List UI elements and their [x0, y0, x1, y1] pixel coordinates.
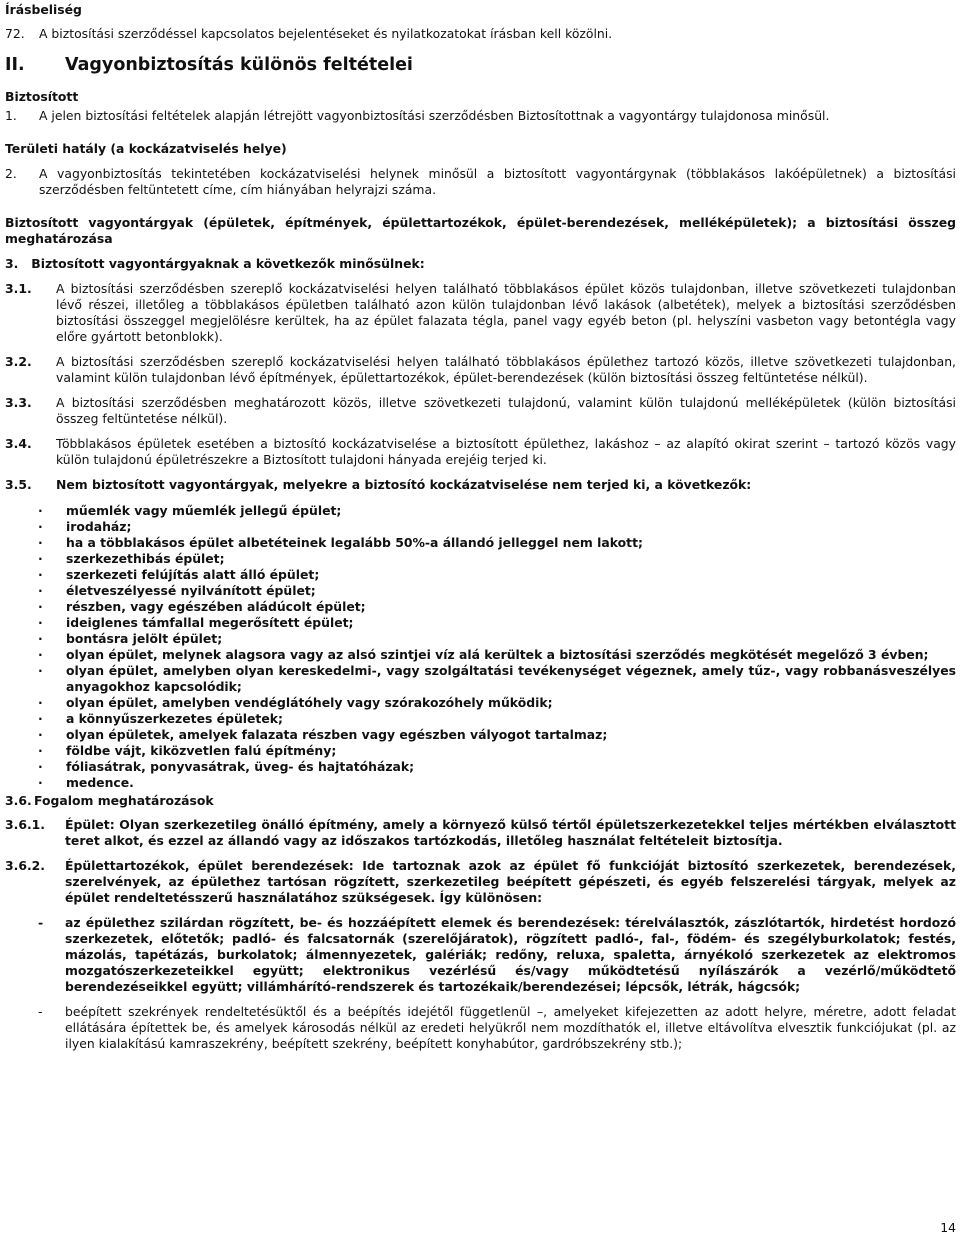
paragraph-text: A jelen biztosítási feltételek alapján létrejött vagyonbiztosítási szerződésben Biztosítottnak a vagyontárgy tulajdonosa minősül.	[39, 108, 830, 123]
dash-item-text: az épülethez szilárdan rögzített, be- és hozzáépített elemek és berendezések: térelválasztók, zászlótartók, hirdetést hordozó szerkezetek, előtetők; padló- és falcsatornák (szerelőjáratok), rögzített padló-, fal-, födém- és szegélyburkolatok; festés, mázolás, tapétázás, burkolatok; álmennyezetek, galériák; redőny, reluxa, spaletta, árnyékoló szerkezetek az elektromos mozgatószerkezeteikkel együtt; elektronikus vezérlésű és/vagy működtetésű nyílászárók a vezérlő/működtető berendezéseikkel együtt; villámhárító-rendszerek és tartozékaik/berendezései; lépcsők, létrák, hágcsók;	[65, 915, 956, 994]
paragraph-text: A biztosítási szerződésben szereplő kockázatviselési helyen található többlakásos épülethez tartozó közös, illetve szövetkezeti tulajdonban, valamint külön tulajdonban lévő építmények, épülettartozékok, épület-berendezések (külön biztosítási összeg feltüntetése nélkül).	[56, 354, 956, 385]
paragraph-number: 2.	[5, 166, 17, 181]
paragraph-3-3	[5, 395, 956, 427]
excluded-item-text: szerkezethibás épület;	[66, 551, 225, 566]
section-heading-biztositott: Biztosított	[5, 89, 79, 104]
paragraph-number: 1.	[5, 108, 17, 123]
paragraph-3-6-2	[5, 858, 956, 906]
excluded-item-text: bontásra jelölt épület;	[66, 631, 223, 646]
paragraph-text: A biztosítási szerződésben szereplő kockázatviselési helyen található többlakásos épület közös tulajdonban, illetve szövetkezeti tulajdonban lévő részei, illetőleg a többlakásos épületben található azon külön tulajdonban lévő lakások (albetétek), melyek a biztosítási szerződésben biztosítási összeggel megjelölésre kerültek, ha az épület falazata tégla, panel vagy egyéb beton (pl. helyszíni vasbeton vagy betontégla vagy előre gyártott betonblokk).	[56, 281, 956, 344]
excluded-item-text: ideiglenes támfallal megerősített épület;	[66, 615, 354, 630]
excluded-item-text: olyan épület, amelyben olyan kereskedelmi-, vagy szolgáltatási tevékenységet végeznek, amely tűz-, vagy robbanásveszélyes anyagokhoz kapcsolódik;	[66, 663, 956, 694]
excluded-item-text: műemlék vagy műemlék jellegű épület;	[66, 503, 342, 518]
paragraph-text: A vagyonbiztosítás tekintetében kockázatviselési helynek minősül a biztosított vagyontárgynak (többlakásos lakóépületnek) a biztosítási szerződésben feltüntetett címe, cím hiányában helyrajzi száma.	[39, 166, 956, 197]
excluded-item	[5, 759, 956, 775]
bullet-marker: ·	[38, 631, 43, 646]
excluded-item	[5, 695, 956, 711]
page-number: 14	[940, 1220, 956, 1235]
excluded-item-text: életveszélyessé nyilvánított épület;	[66, 583, 316, 598]
excluded-item	[5, 599, 956, 615]
paragraph-number: 3.6.2.	[5, 858, 45, 873]
paragraph-number: 3.5.	[5, 477, 32, 492]
section-heading-vagyontargyak: Biztosított vagyontárgyak (épületek, építmények, épülettartozékok, épület-berendezések, melléképületek); a biztosítási összeg meghatározása	[5, 215, 956, 246]
excluded-item-text: részben, vagy egészében aládúcolt épület;	[66, 599, 366, 614]
excluded-item-text: a könnyűszerkezetes épületek;	[66, 711, 283, 726]
excluded-item-text: olyan épület, amelyben vendéglátóhely vagy szórakozóhely működik;	[66, 695, 553, 710]
excluded-item	[5, 647, 956, 663]
paragraph-text: Fogalom meghatározások	[34, 793, 214, 808]
paragraph-number: 72.	[5, 26, 25, 41]
dash-item-1	[5, 915, 956, 995]
page-content	[5, 2, 956, 1052]
paragraph-text: Nem biztosított vagyontárgyak, melyekre a biztosító kockázatviselése nem terjed ki, a következők:	[56, 477, 752, 492]
bullet-marker: ·	[38, 503, 43, 518]
chapter-title: Vagyonbiztosítás különös feltételei	[65, 55, 413, 75]
bullet-marker: ·	[38, 551, 43, 566]
bullet-marker: ·	[38, 567, 43, 582]
excluded-item-text: ha a többlakásos épület albetéteinek legalább 50%-a állandó jelleggel nem lakott;	[66, 535, 643, 550]
paragraph-text: Épülettartozékok, épület berendezések: Ide tartoznak azok az épület fő funkcióját biztosító szerkezetek, berendezések, szerelvények, az épülethez tartósan rögzített, szerkezetileg beépített gépészeti, és egyéb felszerelési tárgyak, melyek az épület rendeltetésszerű használatához szükségesek. Így különösen:	[65, 858, 956, 905]
paragraph-3-6	[5, 793, 956, 809]
paragraph-number: 3.1.	[5, 281, 32, 296]
excluded-item	[5, 775, 956, 791]
bullet-marker: ·	[38, 615, 43, 630]
excluded-item-text: medence.	[66, 775, 134, 790]
paragraph-3-2	[5, 354, 956, 386]
chapter-number: II.	[5, 55, 25, 75]
chapter-heading	[5, 54, 956, 76]
excluded-item	[5, 743, 956, 759]
paragraph-number: 3.4.	[5, 436, 32, 451]
excluded-item-text: fóliasátrak, ponyvasátrak, üveg- és hajtatóházak;	[66, 759, 415, 774]
bullet-marker: ·	[38, 535, 43, 550]
paragraph-number: 3.2.	[5, 354, 32, 369]
excluded-item	[5, 535, 956, 551]
excluded-item-text: szerkezeti felújítás alatt álló épület;	[66, 567, 320, 582]
excluded-item	[5, 503, 956, 519]
paragraph-3-4	[5, 436, 956, 468]
dash-marker: -	[38, 1004, 43, 1019]
excluded-item-text: földbe vájt, kiközvetlen falú építmény;	[66, 743, 337, 758]
excluded-item-text: olyan épület, melynek alagsora vagy az alsó szintjei víz alá kerültek a biztosítási szerződés megkötését megelőző 3 évben;	[66, 647, 929, 662]
paragraph-number: 3.3.	[5, 395, 32, 410]
paragraph-3-1	[5, 281, 956, 345]
bullet-marker: ·	[38, 519, 43, 534]
excluded-item	[5, 663, 956, 695]
excluded-item	[5, 551, 956, 567]
excluded-item-text: olyan épületek, amelyek falazata részben vagy egészben vályogot tartalmaz;	[66, 727, 608, 742]
paragraph-72	[5, 26, 956, 42]
bullet-marker: ·	[38, 775, 43, 790]
bullet-marker: ·	[38, 759, 43, 774]
bullet-marker: ·	[38, 727, 43, 742]
paragraph-3-6-1	[5, 817, 956, 849]
excluded-item	[5, 519, 956, 535]
excluded-item	[5, 615, 956, 631]
excluded-item	[5, 567, 956, 583]
excluded-item	[5, 711, 956, 727]
paragraph-text: A biztosítási szerződésben meghatározott közös, illetve szövetkezeti tulajdonú, valamint külön tulajdonú melléképületek (külön biztosítási összeg feltüntetése nélkül).	[56, 395, 956, 426]
bullet-marker: ·	[38, 663, 43, 678]
paragraph-number: 3.6.	[5, 793, 32, 808]
paragraph-1	[5, 108, 956, 124]
paragraph-text: Épület: Olyan szerkezetileg önálló építmény, amely a környező külső tértől épületszerkezetekkel teljes mértékben elválasztott teret alkot, és ezzel az állandó vagy az időszakos tartózkodás, illetőleg használat feltételeit biztosítja.	[65, 817, 956, 848]
bullet-marker: ·	[38, 599, 43, 614]
section-heading-teruleti-hataly: Területi hatály (a kockázatviselés helye)	[5, 141, 287, 156]
dash-marker: -	[38, 915, 44, 930]
bullet-marker: ·	[38, 647, 43, 662]
paragraph-2	[5, 166, 956, 198]
excluded-items-list	[5, 503, 956, 791]
section-heading-irasbeliseg: Írásbeliség	[5, 2, 82, 17]
bullet-marker: ·	[38, 711, 43, 726]
paragraph-text: A biztosítási szerződéssel kapcsolatos bejelentéseket és nyilatkozatokat írásban kell közölni.	[39, 26, 613, 41]
bullet-marker: ·	[38, 695, 43, 710]
bullet-marker: ·	[38, 583, 43, 598]
excluded-item	[5, 583, 956, 599]
dash-item-2	[5, 1004, 956, 1052]
paragraph-text: Többlakásos épületek esetében a biztosító kockázatviselése a biztosított épülethez, lakáshoz – az alapító okirat szerint – tartozó közös vagy külön tulajdonú épületrészekre a Biztosított tulajdoni hányada erejéig terjed ki.	[56, 436, 956, 467]
paragraph-3-5	[5, 477, 956, 493]
paragraph-3: 3. Biztosított vagyontárgyaknak a következők minősülnek:	[5, 256, 425, 271]
paragraph-number: 3.6.1.	[5, 817, 45, 832]
excluded-item	[5, 727, 956, 743]
excluded-item-text: irodaház;	[66, 519, 132, 534]
dash-item-text: beépített szekrények rendeltetésüktől és a beépítés idejétől függetlenül –, amelyeket kifejezetten az adott helyre, méretre, adott feladat ellátására építettek be, és amelyek károsodás nélkül az eredeti helyükről nem mozdíthatók el, illetve eltávolítva elvesztik funkciójukat (pl. az ilyen kialakítású kamraszekrény, beépített szekrény, beépített konyhabútor, gardróbszekrény stb.);	[65, 1004, 956, 1051]
excluded-item	[5, 631, 956, 647]
bullet-marker: ·	[38, 743, 43, 758]
